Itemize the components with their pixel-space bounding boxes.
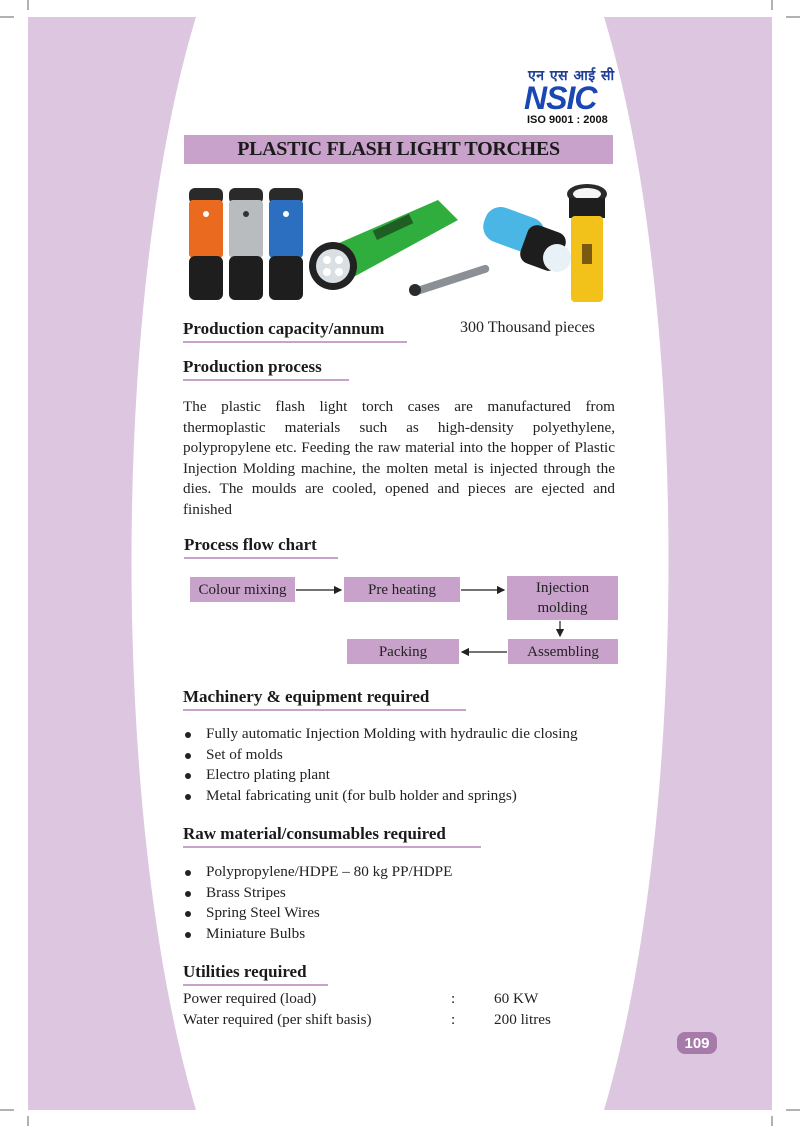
flow-heading: Process flow chart bbox=[184, 535, 317, 554]
utility-value: 60 KW bbox=[494, 990, 539, 1007]
list-item: Brass Stripes bbox=[183, 883, 623, 904]
list-item: Metal fabricating unit (for bulb holder and springs) bbox=[183, 786, 623, 807]
machinery-underline bbox=[183, 709, 466, 711]
raw-material-heading: Raw material/consumables required bbox=[183, 824, 446, 843]
list-item: Miniature Bulbs bbox=[183, 924, 623, 945]
list-item: Set of molds bbox=[183, 745, 623, 766]
flow-step-injection-molding: Injection molding bbox=[507, 576, 618, 620]
utility-label: Water required (per shift basis) bbox=[183, 1011, 372, 1028]
utilities-underline bbox=[183, 984, 328, 986]
iso-certification: ISO 9001 : 2008 bbox=[527, 114, 608, 126]
capacity-value: 300 Thousand pieces bbox=[460, 319, 595, 336]
flow-step-packing: Packing bbox=[347, 639, 459, 664]
process-heading: Production process bbox=[183, 357, 322, 376]
page-title: PLASTIC FLASH LIGHT TORCHES bbox=[237, 138, 560, 160]
flow-step-colour-mixing: Colour mixing bbox=[190, 577, 295, 602]
list-item: Electro plating plant bbox=[183, 765, 623, 786]
raw-material-underline bbox=[183, 846, 481, 848]
flow-step-pre-heating: Pre heating bbox=[344, 577, 460, 602]
utility-separator: : bbox=[451, 1011, 456, 1028]
flow-step-assembling: Assembling bbox=[508, 639, 618, 664]
product-photo bbox=[183, 180, 615, 306]
utilities-heading: Utilities required bbox=[183, 962, 307, 981]
utility-separator: : bbox=[451, 990, 456, 1007]
list-item: Fully automatic Injection Molding with hydraulic die closing bbox=[183, 724, 623, 745]
capacity-underline bbox=[183, 341, 407, 343]
capacity-label: Production capacity/annum bbox=[183, 319, 385, 338]
utility-value: 200 litres bbox=[494, 1011, 551, 1028]
machinery-list bbox=[183, 724, 623, 807]
page-number: 109 bbox=[677, 1032, 717, 1054]
raw-material-list bbox=[183, 862, 623, 945]
flow-underline bbox=[184, 557, 338, 559]
yellow-torch-icon bbox=[567, 184, 607, 302]
orange-torch-icon bbox=[189, 188, 223, 300]
nsic-logo: NSIC bbox=[524, 80, 597, 116]
process-underline bbox=[183, 379, 349, 381]
utility-label: Power required (load) bbox=[183, 990, 317, 1007]
logo-hindi-text: एन एस आई सी bbox=[528, 68, 615, 84]
list-item: Spring Steel Wires bbox=[183, 903, 623, 924]
silver-torch-icon bbox=[229, 188, 263, 300]
title-bar bbox=[184, 135, 613, 164]
blue-torch-icon bbox=[269, 188, 303, 300]
process-description: The plastic flash light torch cases are manufactured from thermoplastic materials such as high-density polyethylene, polypropylene etc. Feeding the raw material into the hopper of Plastic Injection Molding machine, the molten metal is injected through the dies. The moulds are cooled, opened and pieces are ejected and finished bbox=[183, 398, 615, 518]
list-item: Polypropylene/HDPE – 80 kg PP/HDPE bbox=[183, 862, 623, 883]
machinery-heading: Machinery & equipment required bbox=[183, 687, 430, 706]
